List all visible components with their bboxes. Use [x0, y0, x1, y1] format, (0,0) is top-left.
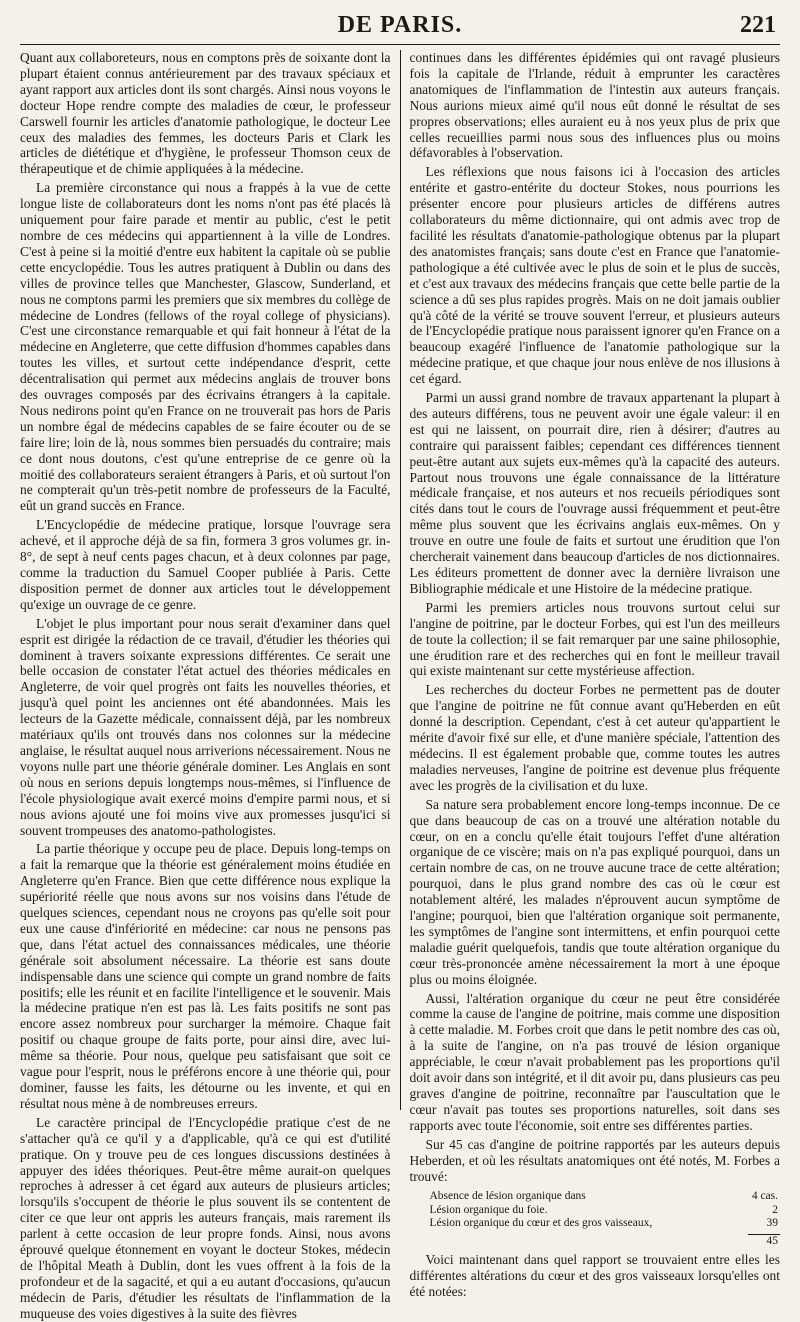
right-column — [401, 50, 781, 1300]
row-label: Lésion organique du cœur et des gros vaisseaux, — [429, 1217, 653, 1230]
text-columns — [20, 50, 780, 1321]
row-label: Absence de lésion organique dans — [429, 1190, 586, 1203]
paragraph: Voici maintenant dans quel rapport se trouvaient entre elles les différentes altérations du cœur et des gros vaisseaux lorsqu'elles ont été notées: — [409, 1252, 780, 1300]
table-row — [410, 1204, 781, 1218]
row-value: 4 cas. — [751, 1190, 778, 1203]
table-row — [410, 1217, 781, 1231]
statistics-table — [410, 1190, 781, 1248]
paragraph: La première circonstance qui nous a frappés à la vue de cette longue liste de collaborateurs dont les noms n'ont pas été placés là uniquement pour faire parade et mentir au public, c'est le petit nombre de ces médecins qui appartiennent à la ville de Londres. C'est à peine si la moitié d'entre eux habitent la capitale où se publie cette encyclopédie. Tous les autres pratiquent à Dublin ou dans des villes de province telles que Manchester, Glascow, Sunderland, et nous ne comptons parmi les premiers que six membres du collège de médecine de Londres (fellows of the royal college of physicians). C'est une circonstance remarquable et qui fait honneur à l'état de la médecine en Angleterre, que cette diffusion d'hommes capables dans toutes les villes, et surtout cette indépendance d'esprit, cette décentralisation qui permet aux médecins anglais de trouver bons des ouvrages composés par des écrivains étrangers à la capitale. Nous nedirons point qu'en France on ne trouverait pas hors de Paris un nombre égal de médecins capables de se faire écouter ou de se faire lire; loin de là, nous sommes bien persuadés du contraire; mais ce dont nous doutons, c'est qu'une entreprise de ce genre où la moitié des collaborateurs seraient étrangers à Paris, et où surtout l'on ne compterait qu'un très-petit nombre de professeurs de la Faculté, eût un grand succès en France. — [20, 180, 391, 514]
paragraph: Les recherches du docteur Forbes ne permettent pas de douter que l'angine de poitrine ne fût connue avant qu'Heberden en eût donné la description. Cependant, c'est à cet auteur qu'appartient le mérite d'avoir fixé sur elle, et d'une manière spéciale, l'attention des médecins. Il est également probable que, comme toutes les autres maladies nerveuses, l'angine de poitrine est devenue plus fréquente avec les progrès de la civilisation et du luxe. — [409, 682, 780, 793]
paragraph: Sur 45 cas d'angine de poitrine rapportés par les auteurs depuis Heberden, et où les résultats anatomiques ont été notés, M. Forbes a trouvé: — [409, 1136, 780, 1184]
paragraph: L'objet le plus important pour nous serait d'examiner dans quel esprit est dirigée la rédaction de ce travail, d'étudier les théories qui dominent à travers soixante expressions différentes. Ce serait une belle occasion de constater l'état actuel des théories médicales en Angleterre, de voir quel progrès ont faits les nouvelles théories, et jusqu'à quel point les anciennes ont été abandonnées. Mais les lecteurs de la Gazette médicale, connaissent déjà, par les nombreux matériaux qu'ils ont trouvés dans nos colonnes sur la médecine anglaise, le résultat auquel nous arriverions nécessairement. Nous ne voyons nulle part une théorie générale dominer. Les Anglais en sont où nous en serions depuis longtemps nous-mêmes, si l'influence de l'école physiologique avait exercé moins d'empire parmi nous, et si nous avions ajouté une foi moins vive aux promesses jusqu'ici si souvent trompeuses des anatomo-pathologistes. — [20, 615, 391, 838]
paragraph: La partie théorique y occupe peu de place. Depuis long-temps on a fait la remarque que la théorie est généralement moins étudiée en Angleterre qu'en France. Bien que cette différence nous explique la supériorité réelle que nous avons sur nos voisins dans l'étude de quelques sciences, cependant nous ne croyons pas qu'elle soit pour eux une cause d'infériorité en médecine: car nous ne pensons pas que, dans l'état actuel des connaissances médicales, une théorie générale soit absolument nécessaire. La théorie est sans doute indispensable dans une science qui compte un grand nombre de faits positifs; elle les réunit et en facilite l'intelligence et le souvenir. Mais la médecine pratique n'en est pas là. Les faits positifs ne sont pas encore assez nombreux pour surcharger la mémoire. Chaque fait positif ou chaque groupe de faits porte, pour ainsi dire, avec lui-même sa théorie. Pour nous, quelque peu satisfaisant que soit ce vague pour l'esprit, nous le préférons encore à une théorie qui, pour dominer, fausse les faits, les détourne ou les invente, et qui en résultat nous mène à de nombreuses erreurs. — [20, 841, 391, 1111]
row-value: 39 — [766, 1217, 778, 1230]
paragraph: Aussi, l'altération organique du cœur ne peut être considérée comme la cause de l'angine de poitrine, mais comme une disposition à cette maladie. M. Forbes croit que dans le petit nombre des cas où, à la suite de l'angine, on n'a pas trouvé de lésion organique appréciable, le cœur n'avait probablement pas les proportions qu'il doit avoir dans son intégrité, et il dit avoir pu, dans plusieurs cas peu graves d'angine de poitrine, reconnaître par l'auscultation que le cœur n'avait pas toutes ses proportions naturelles, soit dans ses rapports avec toute l'économie, soit entre ses différentes parties. — [409, 990, 780, 1133]
row-label: Lésion organique du foie. — [429, 1203, 548, 1216]
table-total: 45 — [748, 1234, 780, 1249]
left-column — [20, 50, 400, 1321]
page-header — [20, 0, 780, 45]
table-row — [410, 1190, 781, 1204]
row-value: 2 — [772, 1203, 778, 1216]
paragraph: Les réflexions que nous faisons ici à l'occasion des articles entérite et gastro-entérite du docteur Stokes, nous pourrions les présenter encore pour plusieurs articles de différens autres collaborateurs du même dictionnaire, qui ont admis avec trop de facilité les résultats d'anatomie-pathologique obtenus par la plupart des anatomistes français; sans doute c'est en France que l'anatomie-pathologique a été cultivée avec le plus de soin et le plus de succès, et c'est aux travaux des médecins français que cette belle partie de la science a dû ses plus rapides progrès. Mais on ne doit jamais oublier qu'à côté de la vérité se trouve souvent l'erreur, et plusieurs auteurs de l'Encyclopédie pratique nous paraissent ignorer qu'en France on a beaucoup exagéré l'influence de l'anatomie pathologique sur la médecine pratique, et que chaque jour nous enlève de nos illusions à cet égard. — [409, 164, 780, 387]
paragraph: continues dans les différentes épidémies qui ont ravagé plusieurs fois la capitale de l'Irlande, réduit à emprunter les caractères anatomiques de l'inflammation de l'intestin aux auteurs français. Nous aurions mieux aimé qu'il nous eût donné le résultat de ses propres observations; elles auraient eu à nos yeux plus de prix que celles recueillies parmi nous sous des influences plus ou moins défavorables à l'observation. — [409, 50, 780, 161]
page-number: 221 — [740, 12, 776, 38]
paragraph: Le caractère principal de l'Encyclopédie pratique c'est de ne s'attacher qu'à ce qu'il y a d'applicable, qu'à ce qui est d'utilité pratique. On y trouve peu de ces longues discussions destinées à appuyer des idées théoriques. Peut-être même aurait-on quelques reproches à adresser à cet égard aux auteurs de plusieurs articles; lorsqu'ils s'occupent de théorie le plus souvent ils se contentent de citer ce que leur ont appris les auteurs français, mais rarement ils parlent à cette occasion de leur propre fonds. Ainsi, nous avons éprouvé quelque étonnement en voyant le docteur Stokes, médecin de l'hôpital Meath à Dublin, dont les vues offrent à la fois de la profondeur et de la sagacité, et qui a eu autant d'occasions, qu'aucun médecin de Paris, d'étudier les résultats de l'inflammation de la muqueuse des voies digestives à la suite des fièvres — [20, 1114, 391, 1321]
paragraph: L'Encyclopédie de médecine pratique, lorsque l'ouvrage sera achevé, et il approche déjà de sa fin, formera 3 gros volumes gr. in-8°, de sept à neuf cents pages chacun, et à deux colonnes par page, comme la traduction du Samuel Cooper publiée à Paris. Cette disposition permet de donner aux articles tout le développement qu'exige un ouvrage de ce genre. — [20, 517, 391, 612]
running-title: DE PARIS. — [337, 12, 463, 38]
paragraph: Quant aux collaboreteurs, nous en comptons près de soixante dont la plupart étaient connus antérieurement par des travaux spéciaux et ayant rapport aux articles dont ils sont chargés. Ainsi nous voyons le docteur Hope rendre compte des maladies de cœur, le professeur Carswell fournir les articles d'anatomie pathologique, le docteur Lee ceux des maladies des femmes, les docteurs Paris et Clark les articles de diététique et d'hygiène, le professeur Thomson ceux de thérapeutique et de chimie appliquées à la médecine. — [20, 50, 391, 177]
paragraph: Sa nature sera probablement encore long-temps inconnue. De ce que dans beaucoup de cas on a trouvé une altération notable du cœur, on en a conclu qu'elle était toujours l'effet d'une altération organique de ce viscère; mais on n'a pas expliqué pourquoi, dans un certain nombre de cas, on ne trouve aucune trace de cette altération; pourquoi, dans le plus grand nombre des cas où le cœur est notablement altéré, les malades n'éprouvent aucun symptôme de l'angine; pourquoi, bien que l'altération organique soit permanente, les symptômes de l'angine sont intermittens, et enfin pourquoi cette maladie guérit quelquefois, tandis que toute altération organique du cœur très-prononcée amène nécessairement la mort à une époque plus ou moins éloignée. — [409, 796, 780, 987]
paragraph: Parmi un aussi grand nombre de travaux appartenant la plupart à des auteurs différens, tous ne peuvent avoir une égale valeur: il en est qui ne laissent, on pourrait dire, rien à désirer; d'autres au contraire qui paraissent faibles; cependant ces différences tiennent peut-être autant aux sujets eux-mêmes qu'à la capacité des auteurs. Partout nous trouvons une égale connaissance de la littérature médicale française, et nos auteurs et nos recueils périodiques sont cités dans tout le cours de l'ouvrage aussi fréquemment et peut-être même plus souvent que les écrivains anglais eux-mêmes. On y trouve en outre une foule de faits et surtout une érudition que l'on chercherait vainement dans beaucoup d'articles de nos dictionnaires. Les éditeurs promettent de donner avec la dernière livraison une Bibliographie médicale et une Histoire de la médecine pratique. — [409, 390, 780, 596]
paragraph: Parmi les premiers articles nous trouvons surtout celui sur l'angine de poitrine, par le docteur Forbes, qui est l'un des meilleurs de toute la collection; il se fait remarquer par une saine philosophie, une érudition rare et des recherches qui en font le meilleur travail qui existe maintenant sur cette mystérieuse affection. — [409, 599, 780, 679]
